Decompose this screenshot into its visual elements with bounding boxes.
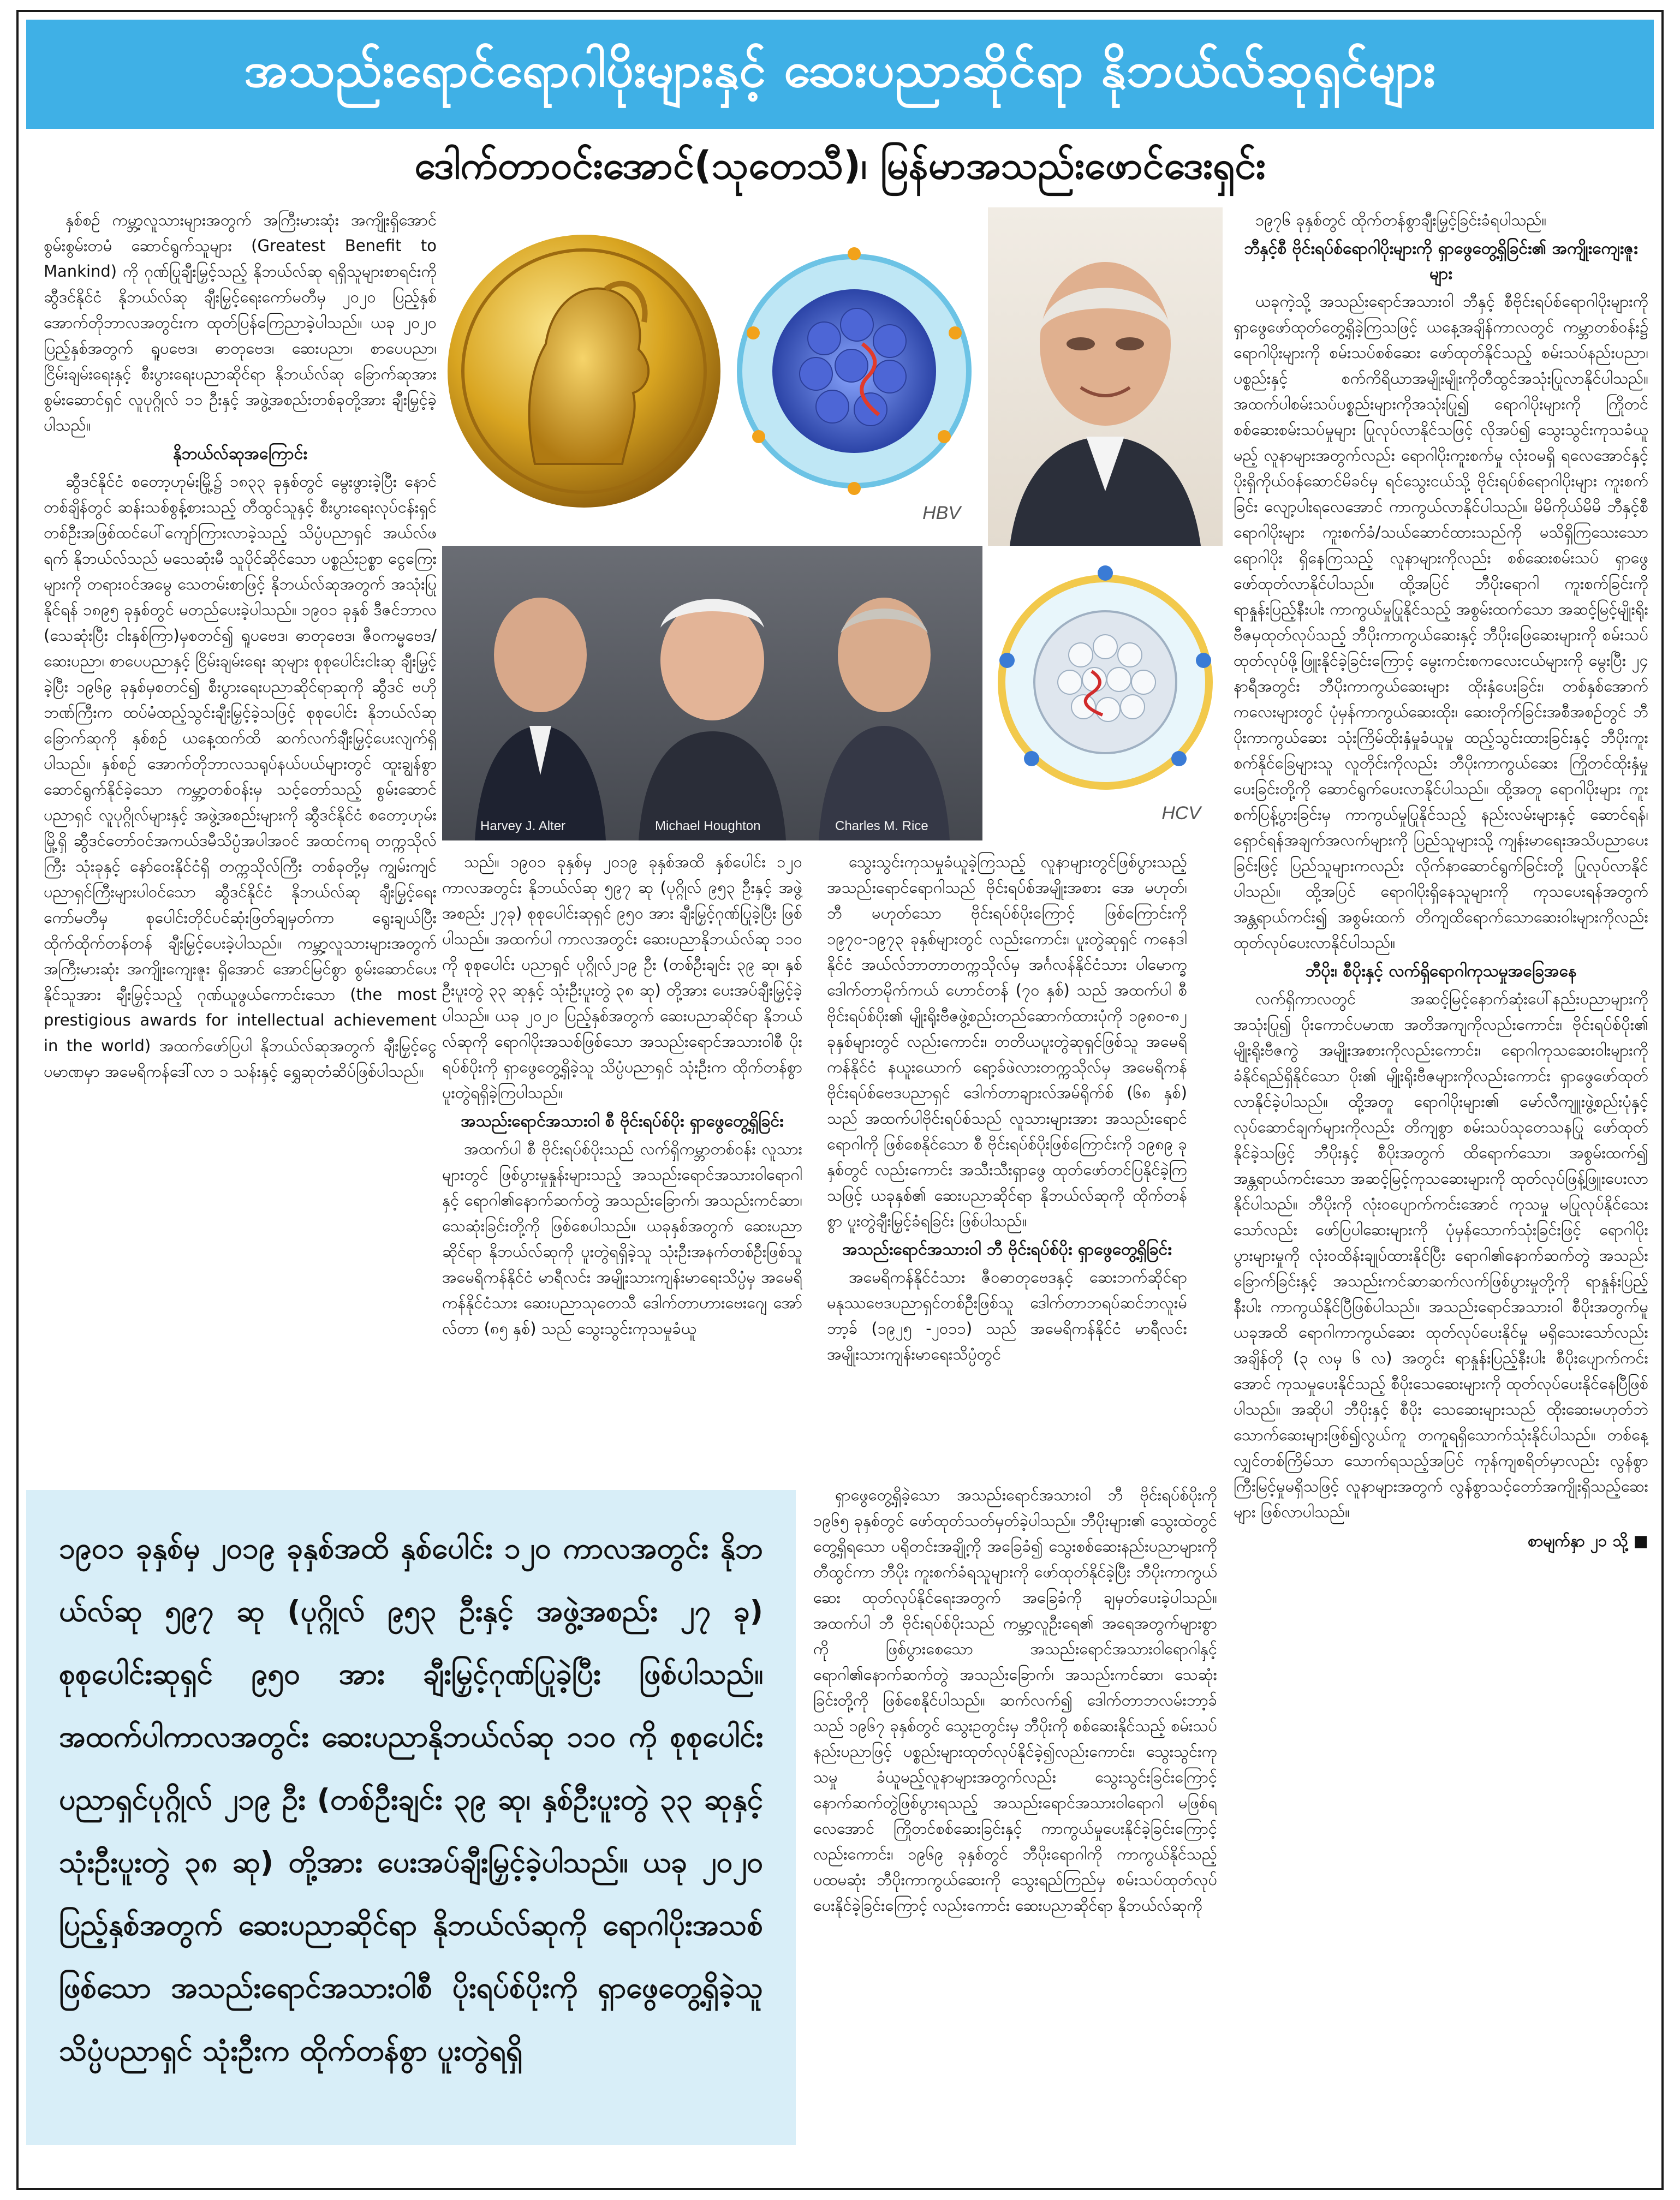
paragraph: သည်။ ၁၉၀၁ ခုနှစ်မှ ၂၀၁၉ ခုနှစ်အထိ နှစ်ပေါင်း ၁၂၀ ကာလအတွင်း နိုဘယ်လ်ဆု ၅၉၇ ဆု (ပုဂ္ဂိုလ် ၉၅၃ ဦးနှင့် အဖွဲ့အစည်း ၂၇ခု) စုစုပေါင်းဆုရှင် ၉၅၀ အား ချီးမြှင့်ဂုဏ်ပြုခဲ့ပြီး ဖြစ်ပါသည်။ အထက်ပါ ကာလအတွင်း ဆေးပညာနိုဘယ်လ်ဆု ၁၁၀ ကို စုစုပေါင်း ပညာရှင် ပုဂ္ဂိုလ်၂၁၉ ဦး (တစ်ဦးချင်း ၃၉ ဆု၊ နှစ်ဦးပူးတွဲ ၃၃ ဆုနှင့် သုံးဦးပူးတွဲ ၃၈ ဆု) တို့အား ပေးအပ်ချီးမြှင့်ခဲ့ပါသည်။ ယခု ၂၀၂၀ ပြည့်နှစ်အတွက် ဆေးပညာဆိုင်ရာ နိုဘယ်လ်ဆုကို ရောဂါပိုးအသစ်ဖြစ်သော အသည်းရောင်အသားဝါစီ ပိုးရပ်စ်ပိုးကို ရှာဖွေတွေ့ရှိခဲ့သူ သိပ္ပံပညာရှင် သုံးဦးက ထိုက်တန်စွာ ပူးတွဲရရှိခဲ့ကြပါသည်။ — [442, 852, 802, 1102]
blumberg-portrait — [988, 207, 1223, 546]
article-column-2b — [827, 849, 1187, 1482]
section-heading: ဘီပိုး၊ စီပိုးနှင့် လက်ရှိရောဂါကုသမှုအခြေအနေ — [1305, 962, 1577, 981]
article-column-2 — [442, 849, 1187, 1482]
paragraph: ဆွီဒင်နိုင်ငံ စတော့ဟုမ်းမြို့၌ ၁၈၃၃ ခုနှစ်တွင် မွေးဖွားခဲ့ပြီး နောင်တစ်ချိန်တွင် ဆန်းသစ်စွန့်စားသည့် တီထွင်သူနှင့် စီးပွားရေးလုပ်ငန်းရှင်တစ်ဦးအဖြစ်ထင်ပေါ်ကျော်ကြားလာခဲ့သည့် သိပ္ပံပညာရှင် အယ်လ်ဖရက် နိုဘယ်လ်သည် မသေဆုံးမီ သူပိုင်ဆိုင်သော ပစ္စည်းဥစ္စာ ငွေကြေးများကို တရားဝင်အမွေ သေတမ်းစာဖြင့် နိုဘယ်လ်ဆုအတွက် အသုံးပြုနိုင်ရန် ၁၈၉၅ ခုနှစ်တွင် မတည်ပေးခဲ့ပါသည်။ ၁၉၀၁ ခုနှစ် ဒီဇင်ဘာလ (သေဆုံးပြီး ငါးနှစ်ကြာ)မှစတင်၍ ရူပဗေဒ၊ ဓာတုဗေဒ၊ ဇီဝကမ္မဗေဒ/ဆေးပညာ၊ စာပေပညာနှင့် ငြိမ်းချမ်းရေး ဆုများ စုစုပေါင်းငါးဆု ချီးမြှင့်ခဲ့ပြီး ၁၉၆၉ ခုနှစ်မှစတင်၍ စီးပွားရေးပညာဆိုင်ရာဆုကို ဆွီဒင် ဗဟိုဘဏ်ကြီးက ထပ်မံထည့်သွင်းချီးမြှင့်ခဲ့သဖြင့် စုစုပေါင်း နိုဘယ်လ်ဆု ခြောက်ဆုကို နှစ်စဉ် ယနေ့ထက်ထိ ဆက်လက်ချီးမြှင့်ပေးလျက်ရှိပါသည်။ နှစ်စဉ် အောက်တိုဘာလသရုပ်နယ်ပယ်များတွင် ထူးချွန်စွာ ဆောင်ရွက်နိုင်ခဲ့သော ကမ္ဘာ့တစ်ဝန်းမှ သင့်တော်သည့် စွမ်းဆောင်ပညာရှင် လူပုဂ္ဂိုလ်များနှင့် အဖွဲ့အစည်းများကို ဆွီဒင်နိုင်ငံ စတော့ဟုမ်းမြို့ရှိ ဆွီဒင်တော်ဝင်အကယ်ဒမီသိပ္ပံအပါအဝင် အထင်ကရ တက္ကသိုလ်ကြီး သုံးခုနှင့် နော်ဝေးနိုင်ငံရှိ တက္ကသိုလ်ကြီး တစ်ခုတို့မှ ကျွမ်းကျင်ပညာရှင်ကြီးများပါဝင်သော ဆွီဒင်နိုင်ငံ နိုဘယ်လ်ဆု ချီးမြှင့်ရေးကော်မတီမှ စုပေါင်းတိုင်ပင်ဆုံးဖြတ်ချမှတ်ကာ ရွေးချယ်ပြီး ထိုက်ထိုက်တန်တန် ချီးမြှင့်ပေးခဲ့ပါသည်။ ကမ္ဘာ့လူသားများအတွက် အကြီးမားဆုံး အကျိုးကျေးဇူး ရှိအောင် အောင်မြင်စွာ စွမ်းဆောင်ပေးနိုင်သူအား ချီးမြှင့်သည့် ဂုဏ်ယူဖွယ်ကောင်းသော (the most prestigious awards for intellectual achievement in the world) အထက်ဖော်ပြပါ နိုဘယ်လ်ဆုအတွက် ချီးမြှင့်ငွေပမာဏမှာ အမေရိကန်ဒေါ်လာ ၁ သန်းနှင့် ရွှေဆုတံဆိပ်ဖြစ်ပါသည်။ — [44, 472, 437, 1081]
pull-quote-box — [26, 1490, 796, 2145]
headline-banner — [26, 20, 1654, 129]
paragraph: သွေးသွင်းကုသမှုခံယူခဲ့ကြသည့် လူနာများတွင်ဖြစ်ပွားသည့် အသည်းရောင်ရောဂါသည် ဗိုင်းရပ်စ်အမျိုးအစား အေ မဟုတ်၊ ဘီ မဟုတ်သော ဗိုင်းရပ်စ်ပိုးကြောင့် ဖြစ်ကြောင်းကို ၁၉၇၀-၁၉၇၃ ခုနှစ်များတွင် လည်းကောင်း၊ ပူးတွဲဆုရှင် ကနေဒါနိုင်ငံ အယ်လ်ဘာတာတက္ကသိုလ်မှ အင်္ဂလန်နိုင်ငံသား ပါမောက္ခ ဒေါက်တာမိုက်ကယ် ဟောင်တန် (၇၀ နှစ်) သည် အထက်ပါ စီဗိုင်းရပ်စ်ပိုး၏ မျိုးရိုးဗီဇဖွဲ့စည်းတည်ဆောက်ထားပုံကို ၁၉၈၀-၈၂ ခုနှစ်များတွင် လည်းကောင်း၊ တတိယပူးတွဲဆုရှင်ဖြစ်သူ အမေရိကန်နိုင်ငံ နယူးယောက် ရော့ခ်ဖဲလားတက္ကသိုလ်မှ အမေရိကန် ဗိုင်းရပ်စ်ဗေဒပညာရှင် ဒေါက်တာချားလ်အမ်ရိုက်စ် (၆၈ နှစ်) သည် အထက်ပါဗိုင်းရပ်စ်သည် လူသားများအား အသည်းရောင်ရောဂါကို ဖြစ်စေနိုင်သော စီ ဗိုင်းရပ်စ်ပိုးဖြစ်ကြောင်းကို ၁၉၈၉ ခုနှစ်တွင် လည်းကောင်း အသီးသီးရှာဖွေ ထုတ်ဖော်တင်ပြနိုင်ခဲ့ကြသဖြင့် ယခုနှစ်၏ ဆေးပညာဆိုင်ရာ နိုဘယ်လ်ဆုကို ထိုက်တန်စွာ ပူးတွဲချီးမြှင့်ခံရခြင်း ဖြစ်ပါသည်။ — [827, 852, 1187, 1230]
paragraph: ယခုကဲ့သို့ အသည်းရောင်အသားဝါ ဘီနှင့် စီဗိုင်းရပ်စ်ရောဂါပိုးများကို ရှာဖွေဖော်ထုတ်တွေ့ရှိခဲ့ကြသဖြင့် ယနေ့အချိန်ကာလတွင် ကမ္ဘာတစ်ဝန်း၌ ရောဂါပိုးများကို စမ်းသပ်စစ်ဆေး ဖော်ထုတ်နိုင်သည့် စမ်းသပ်နည်းပညာ၊ ပစ္စည်းနှင့် စက်ကိရိယာအမျိုးမျိုးကိုတီထွင်အသုံးပြုလာနိုင်ပါသည်။ အထက်ပါစမ်းသပ်ပစ္စည်းများကိုအသုံးပြု၍ ရောဂါပိုးများကို ကြိုတင်စစ်ဆေးစမ်းသပ်မှုများ ပြုလုပ်လာနိုင်သဖြင့် လိုအပ်၍ သွေးသွင်းကုသခံယူမည့် လူနာများအတွက်လည်း ရောဂါပိုးကူးစက်မှု လုံးဝမရှိ ရလေအောင်နှင့် ပိုးရှိကိုယ်ဝန်ဆောင်မိခင်မှ ရင်သွေးငယ်သို့ ဗိုင်းရပ်စ်ရောဂါပိုးများ ကူးစက်ခြင်း လျော့ပါးရလေအောင် ကာကွယ်လာနိုင်ပါသည်။ မိမိကိုယ်မိမိ ဘီနှင့်စီ ရောဂါပိုးများ ကူးစက်ခံ/သယ်ဆောင်ထားသည်ကို မသိရှိကြသေးသော ရောဂါပိုး ရှိနေကြသည့် လူနာများကိုလည်း စစ်ဆေးစမ်းသပ် ရှာဖွေဖော်ထုတ်လာနိုင်ပါသည်။ ထို့အပြင် ဘီပိုးရောဂါ ကူးစက်ခြင်းကို ရာနှုန်းပြည့်နီးပါး ကာကွယ်မှုပြုနိုင်သည့် အစွမ်းထက်သော အဆင့်မြင့်မျိုးရိုးဗီဇမှထုတ်လုပ်သည့် ဘီပိုးကာကွယ်ဆေးနှင့် ဘီပိုးဖြေဆေးများကို စမ်းသပ်ထုတ်လုပ်ဖို့ဖြူးနိုင်ခဲ့ခြင်းကြောင့် မွေးကင်းစကလေးငယ်များကို မွေးပြီး ၂၄ နာရီအတွင်း ဘီပိုးကာကွယ်ဆေးများ ထိုးနှံပေးခြင်း၊ တစ်နှစ်အောက်ကလေးများတွင် ပုံမှန်ကာကွယ်ဆေးထိုး၊ ဆေးတိုက်ခြင်းအစီအစဉ်တွင် ဘီပိုးကာကွယ်ဆေး သုံးကြိမ်ထိုးနှံမှုခံယူမှု ထည့်သွင်းထားခြင်းနှင့် ဘီပိုးကူးစက်နိုင်ခြေများသူ လူတိုင်းကိုလည်း ဘီပိုးကာကွယ်ဆေး ကြိုတင်ထိုးနှံမှုပေးခြင်းတို့ကို ဆောင်ရွက်ပေးလာနိုင်ပါသည်။ ထို့အတူ ရောဂါပိုးများ ကူးစက်ပြန့်ပွားခြင်းမှ ကာကွယ်မှုပြုနိုင်သည့် နည်းလမ်းများနှင့် ဆောင်ရန်၊ ရှောင်ရန်အချက်အလက်များကို ပြည်သူများသို့ ကျန်းမာရေးအသိပညာပေးခြင်းဖြင့် ပြည်သူများကလည်း လိုက်နာဆောင်ရွက်ခြင်းတို့ ပြုလုပ်လာနိုင်ပါသည်။ ထို့အပြင် ရောဂါပိုးရှိနေသူများကို ကုသပေးရန်အတွက် အန္တရာယ်ကင်း၍ အစွမ်းထက် တိကျထိရောက်သောဆေးဝါးများကိုလည်းထုတ်လုပ်ပေးလာနိုင်ပါသည်။ — [1234, 292, 1648, 952]
caption-houghton: Michael Houghton — [655, 819, 761, 833]
section-heading: နိုဘယ်လ်ဆုအကြောင်း — [172, 444, 308, 463]
hbv-label: HBV — [922, 503, 961, 523]
article-column-1 — [44, 207, 437, 1482]
article-column-3 — [1234, 207, 1648, 2150]
caption-rice: Charles M. Rice — [835, 819, 928, 833]
paragraph: အထက်ပါ စီ ဗိုင်းရပ်စ်ပိုးသည် လက်ရှိကမ္ဘာတစ်ဝန်း လူသားများတွင် ဖြစ်ပွားမှုနှုန်းများသည့် အသည်းရောင်အသားဝါရောဂါနှင့် ရောဂါ၏နောက်ဆက်တွဲ အသည်းခြောက်၊ အသည်းကင်ဆာ၊ သေဆုံးခြင်းတို့ကို ဖြစ်စေပါသည်။ ယခုနှစ်အတွက် ဆေးပညာဆိုင်ရာ နိုဘယ်လ်ဆုကို ပူးတွဲရရှိခဲ့သူ သုံးဦးအနက်တစ်ဦးဖြစ်သူ အမေရိကန်နိုင်ငံ မာရီလင်း အမျိုးသားကျန်းမာရေးသိပ္ပံမှ အမေရိကန်နိုင်ငံသား ဆေးပညာသုတေသီ ဒေါက်တာဟားဗေးဂျေ အော်လ်တာ (၈၅ နှစ်) သည် သွေးသွင်းကုသမှုခံယူ — [442, 1140, 802, 1338]
continued-note: စာမျက်နှာ ၂၁ သို့ ■ — [1234, 1528, 1648, 1554]
byline-bar — [26, 136, 1654, 202]
paragraph: လက်ရှိကာလတွင် အဆင့်မြင့်နောက်ဆုံးပေါ်နည်းပညာများကို အသုံးပြု၍ ပိုးကောင်ပမာဏ အတိအကျကိုလည်းကောင်း၊ ဗိုင်းရပ်စ်ပိုး၏ မျိုးရိုးဗီဇကွဲ အမျိုးအစားကိုလည်းကောင်း၊ ရောဂါကုသဆေးဝါးများကို ခံနိုင်ရည်ရှိနိုင်သော ပိုး၏ မျိုးရိုးဗီဇများကိုလည်းကောင်း ရှာဖွေဖော်ထုတ်လာနိုင်ခဲ့ပါသည်။ ထို့အတူ ရောဂါပိုးများ၏ မော်လီကျူးဖွဲ့စည်းပုံနှင့် လုပ်ဆောင်ချက်များကိုလည်း တိကျစွာ စမ်းသပ်သုတေသနပြု ဖော်ထုတ်နိုင်ခဲ့သဖြင့် ဘီပိုးနှင့် စီပိုးအတွက် ထိရောက်သော၊ အစွမ်းထက်၍ အန္တရာယ်ကင်းသော အဆင့်မြင့်ကုသဆေးများကို ထုတ်လုပ်ဖြန့်ဖြူးပေးလာနိုင်ပါသည်။ ဘီပိုးကို လုံးဝပျောက်ကင်းအောင် ကုသမှု မပြုလုပ်နိုင်သေးသော်လည်း ဖော်ပြပါဆေးများကို ပုံမှန်သောက်သုံးခြင်းဖြင့် ရောဂါပိုး ပွားများမှုကို လုံးဝထိန်းချုပ်ထားနိုင်ပြီး ရောဂါ၏နောက်ဆက်တွဲ အသည်းခြောက်ခြင်းနှင့် အသည်းကင်ဆာဆက်လက်ဖြစ်ပွားမှုတို့ကို ရာနှုန်းပြည့်နီးပါး ကာကွယ်နိုင်ပြီဖြစ်ပါသည်။ အသည်းရောင်အသားဝါ စီပိုးအတွက်မူ ယခုအထိ ရောဂါကာကွယ်ဆေး ထုတ်လုပ်ပေးနိုင်မှု မရှိသေးသော်လည်း အချိန်တို (၃ လမှ ၆ လ) အတွင်း ရာနှုန်းပြည့်နီးပါး စီပိုးပျောက်ကင်းအောင် ကုသမှုပေးနိုင်သည့် စီပိုးသေဆေးများကို ထုတ်လုပ်ပေးနိုင်နေပြီဖြစ်ပါသည်။ အဆိုပါ ဘီပိုးနှင့် စီပိုး သေဆေးများသည် ထိုးဆေးမဟုတ်ဘဲ သောက်ဆေးများဖြစ်၍လွယ်ကူ တကူရရှိသောက်သုံးနိုင်ပါသည်။ တစ်နေ့လျှင်တစ်ကြိမ်သာ သောက်ရသည့်အပြင် ကုန်ကျစရိတ်မှာလည်း လွန်စွာကြီးမြင့်မှုမရှိသဖြင့် လူနာများအတွက် လွန်စွာသင့်တော်အကျိုးရှိသည့်ဆေးများ ဖြစ်လာပါသည်။ — [1234, 989, 1648, 1521]
byline: ဒေါက်တာဝင်းအောင်(သုတေသီ)၊ မြန်မာအသည်းဖောင်ဒေးရှင်း — [414, 142, 1266, 188]
hbv-virus-image — [726, 207, 982, 546]
section-heading: ဘီနှင့်စီ ဗိုင်းရပ်စ်ရောဂါပိုးများကို ရှာဖွေတွေ့ရှိခြင်း၏ အကျိုးကျေးဇူးများ — [1244, 239, 1638, 283]
caption-alter: Harvey J. Alter — [480, 819, 566, 833]
article-column-4 — [813, 1482, 1217, 2150]
section-heading: အသည်းရောင်အသားဝါ ဘီ ဗိုင်းရပ်စ်ပိုး ရှာဖွေတွေ့ရှိခြင်း — [842, 1240, 1172, 1259]
paragraph: အမေရိကန်နိုင်ငံသား ဇီဝဓာတုဗေဒနှင့် ဆေးဘက်ဆိုင်ရာ မနုဿဗေဒပညာရှင်တစ်ဦးဖြစ်သူ ဒေါက်တာဘရပ်ဆင်ဘလူးမ်ဘာ့ခ် (၁၉၂၅ -၂၀၁၁) သည် အမေရိကန်နိုင်ငံ မာရီလင်း အမျိုးသားကျန်းမာရေးသိပ္ပံတွင် — [827, 1268, 1187, 1363]
paragraph: နှစ်စဉ် ကမ္ဘာ့လူသားများအတွက် အကြီးမားဆုံး အကျိုးရှိအောင် စွမ်းစွမ်းတမံ ဆောင်ရွက်သူများ (Greatest Benefit to Mankind) ကို ဂုဏ်ပြုချီးမြှင့်သည့် နိုဘယ်လ်ဆု ရရှိသူများစာရင်းကို ဆွီဒင်နိုင်ငံ နိုဘယ်လ်ဆု ချီးမြှင့်ရေးကော်မတီမှ ၂၀၂၀ ပြည့်နှစ် အောက်တိုဘာလအတွင်းက ထုတ်ပြန်ကြေညာခဲ့ပါသည်။ ယခု ၂၀၂၀ ပြည့်နှစ်အတွက် ရူပဗေဒ၊ ဓာတုဗေဒ၊ ဆေးပညာ၊ စာပေပညာ၊ ငြိမ်းချမ်းရေးနှင့် စီးပွားရေးပညာဆိုင်ရာ နိုဘယ်လ်ဆု ခြောက်ဆုအား စွမ်းဆောင်ရှင် လူပုဂ္ဂိုလ် ၁၁ ဦးနှင့် အဖွဲ့အစည်းတစ်ခုတို့အား ချီးမြှင့်ခဲ့ပါသည်။ — [44, 211, 437, 434]
hcv-virus-image — [988, 546, 1223, 840]
section-heading: အသည်းရောင်အသားဝါ စီ ဗိုင်းရပ်စ်ပိုး ရှာဖွေတွေ့ရှိခြင်း — [461, 1112, 784, 1131]
figure-composite — [442, 207, 1223, 840]
paragraph: ရှာဖွေတွေ့ရှိခဲ့သော အသည်းရောင်အသားဝါ ဘီ ဗိုင်းရပ်စ်ပိုးကို ၁၉၆၅ ခုနှစ်တွင် ဖော်ထုတ်သတ်မှတ်ခဲ့ပါသည်။ ဘီပိုးများ၏ သွေးထဲတွင် တွေ့ရှိရသော ပရိုတင်းအချို့ကို အခြေခံ၍ သွေးစစ်ဆေးနည်းပညာများကို တီထွင်ကာ ဘီပိုး ကူးစက်ခံရသူများကို ဖော်ထုတ်နိုင်ခဲ့ပြီး ဘီပိုးကာကွယ်ဆေး ထုတ်လုပ်နိုင်ရေးအတွက် အခြေခံကို ချမှတ်ပေးခဲ့ပါသည်။ အထက်ပါ ဘီ ဗိုင်းရပ်စ်ပိုးသည် ကမ္ဘာ့လူဦးရေ၏ အရေအတွက်များစွာကို ဖြစ်ပွားစေသော အသည်းရောင်အသားဝါရောဂါနှင့် ရောဂါ၏နောက်ဆက်တွဲ အသည်းခြောက်၊ အသည်းကင်ဆာ၊ သေဆုံးခြင်းတို့ကို ဖြစ်စေနိုင်ပါသည်။ ဆက်လက်၍ ဒေါက်တာဘလမ်းဘာ့ခ်သည် ၁၉၆၇ ခုနှစ်တွင် သွေးဥတွင်းမှ ဘီပိုးကို စစ်ဆေးနိုင်သည့် စမ်းသပ်နည်းပညာဖြင့် ပစ္စည်းများထုတ်လုပ်နိုင်ခဲ့၍လည်းကောင်း၊ သွေးသွင်းကုသမှု ခံယူမည့်လူနာများအတွက်လည်း သွေးသွင်းခြင်းကြောင့် နောက်ဆက်တွဲဖြစ်ပွားရသည့် အသည်းရောင်အသားဝါရောဂါ မဖြစ်ရလေအောင် ကြိုတင်စစ်ဆေးခြင်းနှင့် ကာကွယ်မှုပေးနိုင်ခဲ့ခြင်းကြောင့်လည်းကောင်း၊ ၁၉၆၉ ခုနှစ်တွင် ဘီပိုးရောဂါကို ကာကွယ်နိုင်သည့် ပထမဆုံး ဘီပိုးကာကွယ်ဆေးကို သွေးရည်ကြည်မှ စမ်းသပ်ထုတ်လုပ်ပေးနိုင်ခဲ့ခြင်းကြောင့် လည်းကောင်း ဆေးပညာဆိုင်ရာ နိုဘယ်လ်ဆုကို — [813, 1486, 1217, 1915]
pull-quote-text: ၁၉၀၁ ခုနှစ်မှ ၂၀၁၉ ခုနှစ်အထိ နှစ်ပေါင်း ၁၂၀ ကာလအတွင်း နိုဘယ်လ်ဆု ၅၉၇ ဆု (ပုဂ္ဂိုလ် ၉၅၃ ဦးနှင့် အဖွဲ့အစည်း ၂၇ ခု) စုစုပေါင်းဆုရှင် ၉၅၀ အား ချီးမြှင့်ဂုဏ်ပြုခဲ့ပြီး ဖြစ်ပါသည်။ အထက်ပါကာလအတွင်း ဆေးပညာနိုဘယ်လ်ဆု ၁၁၀ ကို စုစုပေါင်း ပညာရှင်ပုဂ္ဂိုလ် ၂၁၉ ဦး (တစ်ဦးချင်း ၃၉ ဆု၊ နှစ်ဦးပူးတွဲ ၃၃ ဆုနှင့် သုံးဦးပူးတွဲ ၃၈ ဆု) တို့အား ပေးအပ်ချီးမြှင့်ခဲ့ပါသည်။ ယခု ၂၀၂၀ ပြည့်နှစ်အတွက် ဆေးပညာဆိုင်ရာ နိုဘယ်လ်ဆုကို ရောဂါပိုးအသစ်ဖြစ်သော အသည်းရောင်အသားဝါစီ ပိုးရပ်စ်ပိုးကို ရှာဖွေတွေ့ရှိခဲ့သူ သိပ္ပံပညာရှင် သုံးဦးက ထိုက်တန်စွာ ပူးတွဲရရှိ — [59, 1532, 763, 2067]
hcv-label: HCV — [1161, 803, 1201, 824]
headline: အသည်းရောင်ရောဂါပိုးများနှင့် ဆေးပညာဆိုင်ရာ နိုဘယ်လ်ဆုရှင်များ — [244, 41, 1436, 98]
article-column-2a — [442, 849, 802, 1482]
nobel-medal-image — [442, 207, 726, 546]
laureates-photo — [442, 546, 982, 840]
paragraph: ၁၉၇၆ ခုနှစ်တွင် ထိုက်တန်စွာချီးမြှင့်ခြင်းခံရပါသည်။ — [1255, 211, 1547, 229]
